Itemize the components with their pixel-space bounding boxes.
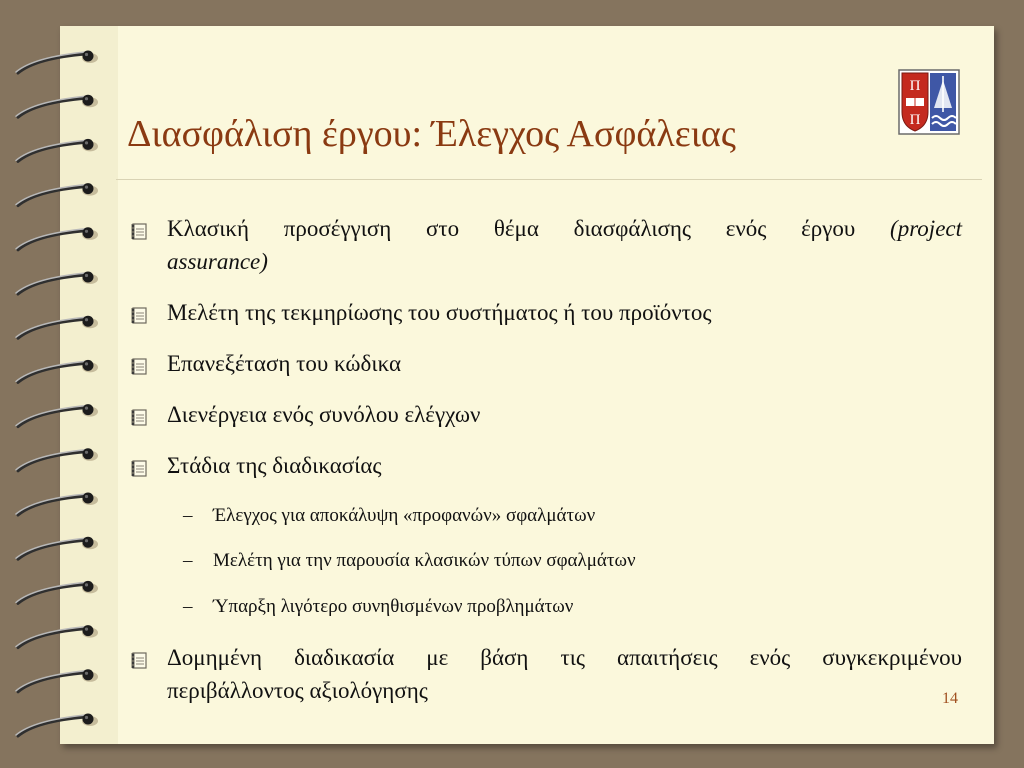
bullet-item-1-continued <box>167 245 962 278</box>
binding-ring <box>16 227 98 250</box>
bullet-1-italic: (project <box>890 216 963 241</box>
binding-ring <box>16 95 98 118</box>
bullet-item-3: Επανεξέταση του κώδικα <box>167 351 402 376</box>
logo-letter-top: Π <box>909 78 921 94</box>
binding-ring <box>16 404 98 427</box>
bullet-1-italic-cont: assurance) <box>167 249 268 274</box>
spiral-binding-rings <box>0 0 120 768</box>
title-divider <box>116 179 982 180</box>
binding-ring <box>16 537 98 560</box>
page-number: 14 <box>942 690 958 707</box>
bullet-1-text: Κλασική προσέγγιση στο θέμα διασφάλισης ενός έργου <box>167 216 856 241</box>
bullet-item-1 <box>167 212 962 245</box>
bullet-item-6-continued: περιβάλλοντος αξιολόγησης <box>167 678 428 703</box>
binding-ring <box>16 272 98 295</box>
notebook-bullet-icon <box>131 356 149 376</box>
sub-bullet-marker: – <box>183 550 193 571</box>
logo-letter-bottom: Π <box>909 112 921 128</box>
notebook-bullet-icon <box>131 221 149 241</box>
notebook-bullet-icon <box>131 407 149 427</box>
binding-ring <box>16 360 98 383</box>
notebook-bullet-icon <box>131 458 149 478</box>
bullet-item-6: Δομημένη διαδικασία με βάση τις απαιτήσεις ενός συγκεκριμένου <box>167 645 962 670</box>
notebook-bullet-icon <box>131 650 149 670</box>
sub-bullet-item-2: Μελέτη για την παρουσία κλασικών τύπων σφαλμάτων <box>213 550 636 571</box>
binding-ring <box>16 316 98 339</box>
bullet-item-2: Μελέτη της τεκμηρίωσης του συστήματος ή του προϊόντος <box>167 300 712 325</box>
bullet-item-5: Στάδια της διαδικασίας <box>167 453 382 478</box>
slide-title: Διασφάλιση έργου: Έλεγχος Ασφάλειας <box>127 113 736 155</box>
notebook-bullet-icon <box>131 305 149 325</box>
bullet-item-4: Διενέργεια ενός συνόλου ελέγχων <box>167 402 481 427</box>
binding-ring <box>16 139 98 162</box>
binding-ring <box>16 714 98 737</box>
binding-ring <box>16 448 98 471</box>
sub-bullet-item-1: Έλεγχος για αποκάλυψη «προφανών» σφαλμάτων <box>213 505 596 526</box>
binding-ring <box>16 669 98 692</box>
binding-ring <box>16 51 98 74</box>
sub-bullet-item-3: Ύπαρξη λιγότερο συνηθισμένων προβλημάτων <box>213 596 574 617</box>
binding-ring <box>16 493 98 516</box>
university-crest-logo <box>897 68 961 136</box>
binding-ring <box>16 183 98 206</box>
sub-bullet-marker: – <box>183 505 193 526</box>
binding-ring <box>16 625 98 648</box>
sub-bullet-marker: – <box>183 596 193 617</box>
binding-ring <box>16 581 98 604</box>
